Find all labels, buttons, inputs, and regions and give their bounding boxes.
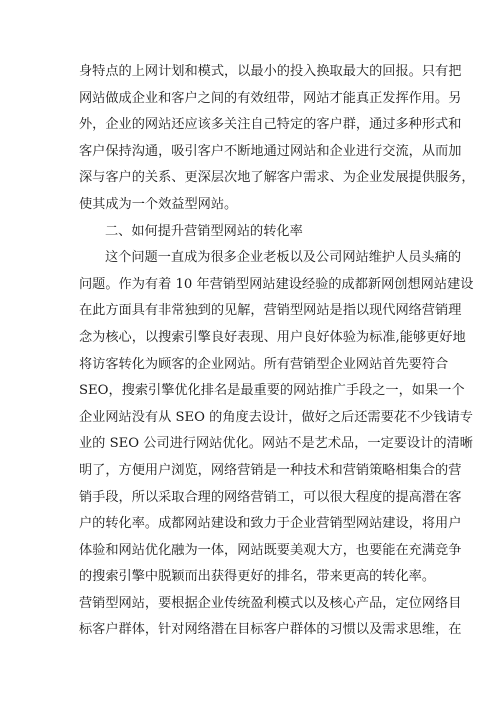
text-line: 销手段，所以采取合理的网络营销工，可以很大程度的提高潜在客 [79,489,462,505]
text-line: 网站做成企业和客户之间的有效纽带，网站才能真正发挥作用。另 [79,90,462,106]
text-line: 身特点的上网计划和模式，以最小的投入换取最大的回报。只有把 [79,64,462,79]
text-line: 问题。作为有着 10 年营销型网站建设经验的成都新网创想网站建设 [79,276,474,292]
text-line: 深与客户的关系、更深层次地了解客户需求、为企业发展提供服务， [79,170,475,186]
paragraph-3 [79,591,462,644]
text-line: 营销型网站，要根据企业传统盈利模式以及核心产品，定位网络目 [79,595,462,611]
text-line: 客户保持沟通，吸引客户不断地通过网站和企业进行交流，从而加 [79,143,462,159]
text-line: 的搜索引擎中脱颖而出获得更好的排名，带来更高的转化率。 [79,569,436,585]
text-line: 这个问题一直成为很多企业老板以及公司网站维护人员头痛的 [105,250,462,266]
text-line: 标客户群体，针对网络潜在目标客户群体的习惯以及需求思维，在 [79,622,462,638]
text-line: 户的转化率。成都网站建设和致力于企业营销型网站建设，将用户 [79,516,462,532]
text-line: SEO，搜索引擎优化排名是最重要的网站推广手段之一，如果一个 [79,383,465,399]
paragraph-1 [79,59,475,219]
text-line: 业的 SEO 公司进行网站优化。网站不是艺术品，一定要设计的清晰 [79,436,473,452]
paragraph-2 [79,245,474,591]
text-line: 企业网站没有从 SEO 的角度去设计，做好之后还需要花不少钱请专 [79,409,473,425]
section-heading: 二、如何提升营销型网站的转化率 [105,223,303,239]
text-line: 念为核心，以搜索引擎良好表现、用户良好体验为标准,能够更好地 [79,329,466,345]
text-line: 体验和网站优化融为一体，网站既要美观大方，也要能在充满竞争 [79,542,462,558]
document-body [79,59,475,644]
text-line: 明了，方便用户浏览，网络营销是一种技术和营销策略相集合的营 [79,462,462,478]
text-line: 使其成为一个效益型网站。 [79,196,238,212]
text-line: 外，企业的网站还应该多关注自己特定的客户群，通过多种形式和 [79,117,462,133]
text-line: 在此方面具有非常独到的见解，营销型网站是指以现代网络营销理 [79,303,462,319]
text-line: 将访客转化为顾客的企业网站。所有营销型企业网站首先要符合 [79,356,449,372]
